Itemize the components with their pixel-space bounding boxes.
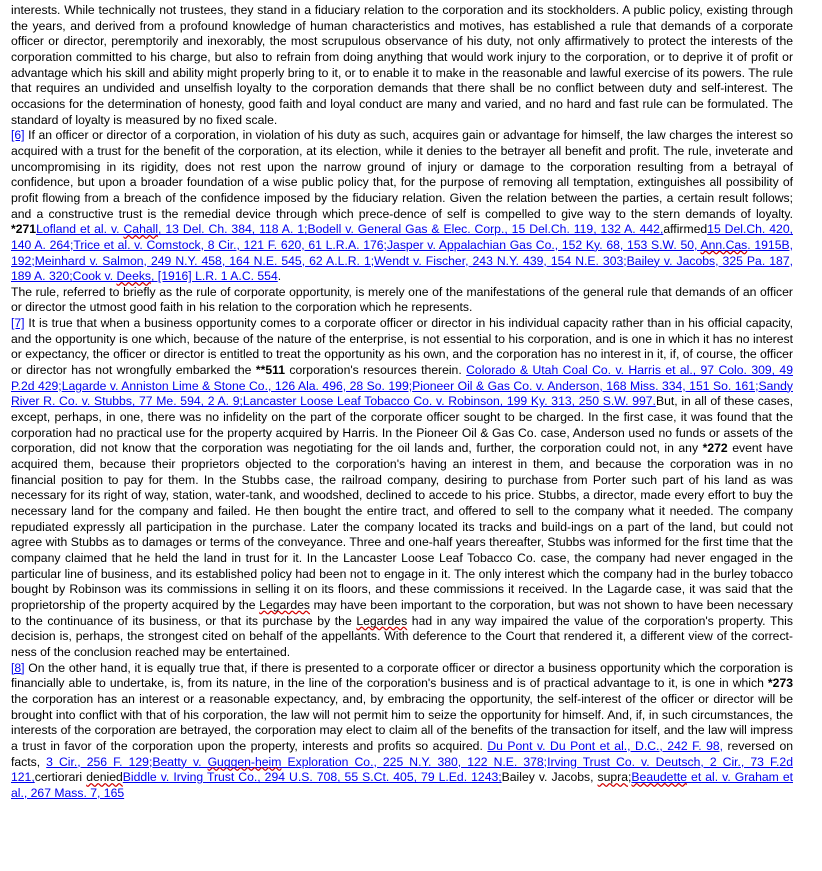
citation-beatty[interactable]: Beatty v. Guggen-heim Exploration Co., 225 N.Y. 380, 122 N.E. 378; — [152, 754, 548, 769]
footnote-marker-8[interactable]: [8] — [11, 660, 25, 675]
citation-du-pont-reversed[interactable]: 3 Cir., 256 F. 129; — [46, 754, 153, 769]
page-star-511: **511 — [255, 363, 285, 378]
spellcheck-word: Cahall — [123, 222, 159, 237]
citation-trice[interactable]: Trice et al. v. Comstock, 8 Cir., 121 F. 620, 61 L.R.A. 176; — [73, 237, 387, 252]
page-star-273: *273 — [767, 676, 793, 691]
paragraph-rule: The rule, referred to briefly as the rule of corporate opportunity, is merely one of the manifestations of the general rule that demands of an officer or director the utmost good faith in his relation to the corporation which he represents. — [11, 284, 793, 315]
footnote-marker-6[interactable]: [6] — [11, 128, 25, 143]
citation-bodell-affirmed[interactable]: 15 Del.Ch. 420, 140 A. 264; — [11, 222, 793, 252]
citation-lofland[interactable]: Lofland et al. v. Cahall, 13 Del. Ch. 384, 118 A. 1; — [36, 222, 308, 237]
spellcheck-word: denied — [86, 770, 123, 785]
citation-colorado-utah[interactable]: Colorado & Utah Coal Co. v. Harris et al., 97 Colo. 309, 49 P.2d 429; — [11, 363, 793, 393]
spellcheck-word: Legardes — [259, 597, 310, 612]
spellcheck-word: Ann.Cas — [700, 237, 748, 252]
citation-bodell[interactable]: Bodell v. General Gas & Elec. Corp., 15 Del.Ch. 119, 132 A. 442, — [307, 222, 664, 237]
citation-jasper[interactable]: Jasper v. Appalachian Gas Co., 152 Ky. 68, 153 S.W. 50, Ann.Cas. 1915B, 192; — [11, 237, 793, 268]
citation-meinhard[interactable]: Meinhard v. Salmon, 249 N.Y. 458, 164 N.E. 545, 62 A.L.R. 1; — [34, 253, 375, 268]
citation-bailey[interactable]: Bailey v. Jacobs, 325 Pa. 187, 189 A. 320; — [11, 253, 793, 284]
opinion-text — [11, 3, 793, 801]
citation-du-pont[interactable]: Du Pont v. Du Pont et al., D.C., 242 F. 98, — [487, 738, 724, 753]
citation-pioneer-oil[interactable]: Pioneer Oil & Gas Co. v. Anderson, 168 Miss. 334, 151 So. 161; — [412, 378, 759, 393]
paragraph-8: [8] On the other hand, it is equally true that, if there is presented to a corporate officer or director a business opportunity which the corporation is financially able to undertake, is, from its nature, in the line of the corporation's business and is of practical advantage to it, is one in which *273 the corporation has an interest or a reasonable expectancy, and, by embracing the opportunity, the self-interest of the officer or director will be brought into conflict with that of his corporation, the law will not permit him to seize the opportunity for himself. And, if, in such circumstances, the interests of the corporation are betrayed, the corporation may elect to claim all of the benefits of the transaction for itself, and the law will impress a trust in favor of the corporation upon the property, interests and profits so acquired. Du Pont v. Du Pont et al., D.C., 242 F. 98, reversed on facts, 3 Cir., 256 F. 129;Beatty v. Guggen-heim Exploration Co., 225 N.Y. 380, 122 N.E. 378;Irving Trust Co. v. Deutsch, 2 Cir., 73 F.2d 121,certiorari deniedBiddle v. Irving Trust Co., 294 U.S. 708, 55 S.Ct. 405, 79 L.Ed. 1243;Bailey v. Jacobs, supra;Beaudette et al. v. Graham et al., 267 Mass. 7, 165 — [11, 660, 793, 800]
spellcheck-word: Legardes — [356, 613, 408, 628]
paragraph-7: [7] It is true that when a business opportunity comes to a corporate officer or director in his individual capacity rather than in his official capacity, and the opportunity is one which, because of the nature of the enterprise, is not essential to his corporation, and is one in which it has no interest or expectancy, the officer or director is entitled to treat the opportunity as his own, and the corporation has no interest in it, if, of course, the officer or director has not wrongfully embarked the **511 corporation's resources therein. Colorado & Utah Coal Co. v. Harris et al., 97 Colo. 309, 49 P.2d 429;Lagarde v. Anniston Lime & Stone Co., 126 Ala. 496, 28 So. 199;Pioneer Oil & Gas Co. v. Anderson, 168 Miss. 334, 151 So. 161;Sandy River R. Co. v. Stubbs, 77 Me. 594, 2 A. 9;Lancaster Loose Leaf Tobacco Co. v. Robinson, 199 Ky. 313, 250 S.W. 997.But, in all of these cases, except, perhaps, in one, there was no infidelity on the part of the corporate officer sought to be charged. In the first case, it was found that the corporation had no practical use for the property acquired by Harris. In the Pioneer Oil & Gas Co. case, Anderson used no funds or assets of the corporation, did not know that the corporation was negotiating for the oil lands and, further, the corporation could not, in any *272 event have acquired them, because their proprietors objected to the corporation's having an interest in them, and because the corporation was in no financial position to pay for them. In the Stubbs case, the railroad company, desiring to purchase from Porter such part of his land as was necessary for its right of way, station, water-tank, and woodshed, declined to accede to his price. Stubbs, a director, made every effort to buy the necessary land for the company and failed. He then bought the entire tract, and offered to sell to the company what it needed. The company repudiated expressly all participation in the purchase. Later the company located its tracks and build-ings on a part of the land, but could not agree with Stubbs as to damages or terms of the conveyance. Three and one-half years thereafter, Stubbs was informed for the first time that the company claimed that he held the land in trust for it. In the Lancaster Loose Leaf Tobacco Co. case, the company had never engaged in the particular line of business, and its established policy had been not to engage in it. The only interest which the company had in the burley tobacco bought by Robinson was its commissions in selling it on its floors, and these commissions it received. In the Lagarde case, it was said that the proprietorship of the property acquired by the Legardes may have been important to the corporation, but was not shown to have been necessary to the continuance of its business, or that its purchase by the Legardes had in any way impaired the value of the corporation's property. This decision is, perhaps, the strongest cited on behalf of the appellants. With deference to the Court that rendered it, a different view of the correct-ness of the conclusion reached may be entertained. — [11, 316, 794, 659]
citation-beaudette[interactable]: Beaudette et al. v. Graham et al., 267 Mass. 7, 165 — [11, 770, 793, 800]
spellcheck-word: Beaudette — [631, 770, 687, 785]
page-star-271: *271 — [11, 222, 37, 237]
paragraph-1: interests. While technically not trustees, they stand in a fiduciary relation to the corporation and its stockholders. A public policy, existing through the years, and derived from a profound knowledge of human characteristics and motives, has established a rule that demands of a corporate officer or director, peremptorily and inexorably, the most scrupulous observance of his duty, not only affirmatively to protect the interests of the corporation committed to his charge, but also to refrain from doing anything that would work injury to the corporation, or to deprive it of profit or advantage which his skill and ability might properly bring to it, or to enable it to make in the reasonable and lawful exercise of its powers. The rule that requires an undivided and unselfish loyalty to the corporation demands that there shall be no conflict between duty and self-interest. The occasions for the determination of honesty, good faith and loyal conduct are many and varied, and no hard and fast rule can be formulated. The standard of loyalty is measured by no fixed scale. — [11, 3, 793, 127]
citation-lancaster[interactable]: Lancaster Loose Leaf Tobacco Co. v. Robinson, 199 Ky. 313, 250 S.W. 997. — [242, 394, 656, 409]
citation-wendt[interactable]: Wendt v. Fischer, 243 N.Y. 439, 154 N.E. 303; — [374, 253, 627, 268]
affirmed-text: affirmed — [663, 222, 708, 237]
paragraph-6-text: If an officer or director of a corporation, in violation of his duty as such, acquires gain or advantage for himself, the law charges the interest so acquired with a trust for the benefit of the corporation, at its election, while it denies to the betrayer all benefit and profit. The rule, inveterate and uncompromising in its rigidity, does not rest upon the narrow ground of injury or damage to the corporation resulting from a betrayal of confidence, but upon a broader foundation of a wise public policy that, for the purpose of removing all temptation, extinguishes all possibility of profit flowing from a breach of the confidence imposed by the fiduciary relation. Given the relation between the parties, a certain result follows; and a constructive trust is the remedial device through which prece-dence of self is compelled to give way to the stern demands of loyalty. — [11, 128, 793, 221]
citation-biddle[interactable]: Biddle v. Irving Trust Co., 294 U.S. 708, 55 S.Ct. 405, 79 L.Ed. 1243; — [122, 770, 502, 785]
spellcheck-word: supra — [597, 770, 629, 785]
citation-sandy-river[interactable]: Sandy River R. Co. v. Stubbs, 77 Me. 594, 2 A. 9; — [11, 378, 794, 409]
citation-lagarde[interactable]: Lagarde v. Anniston Lime & Stone Co., 126 Ala. 496, 28 So. 199; — [61, 378, 413, 393]
spellcheck-word: Deeks — [116, 269, 152, 284]
spellcheck-word: Guggen-heim — [207, 754, 282, 769]
citation-cook[interactable]: Cook v. Deeks, [1916] L.R. 1 A.C. 554 — [72, 269, 278, 284]
paragraph-6: [6] If an officer or director of a corporation, in violation of his duty as such, acquires gain or advantage for himself, the law charges the interest so acquired with a trust for the benefit of the corporation, at its election, while it denies to the betrayer all benefit and profit. The rule, inveterate and uncompromising in its rigidity, does not rest upon the narrow ground of injury or damage to the corporation resulting from a betrayal of confidence, but upon a broader foundation of a wise public policy that, for the purpose of removing all temptation, extinguishes all possibility of profit flowing from a breach of the confidence imposed by the fiduciary relation. Given the relation between the parties, a certain result follows; and a constructive trust is the remedial device through which prece-dence of self is compelled to give way to the stern demands of loyalty. *271Lofland et al. v. Cahall, 13 Del. Ch. 384, 118 A. 1;Bodell v. General Gas & Elec. Corp., 15 Del.Ch. 119, 132 A. 442,affirmed15 Del.Ch. 420, 140 A. 264;Trice et al. v. Comstock, 8 Cir., 121 F. 620, 61 L.R.A. 176;Jasper v. Appalachian Gas Co., 152 Ky. 68, 153 S.W. 50, Ann.Cas. 1915B, 192;Meinhard v. Salmon, 249 N.Y. 458, 164 N.E. 545, 62 A.L.R. 1;Wendt v. Fischer, 243 N.Y. 439, 154 N.E. 303;Bailey v. Jacobs, 325 Pa. 187, 189 A. 320;Cook v. Deeks, [1916] L.R. 1 A.C. 554. — [11, 128, 793, 284]
citation-irving-trust[interactable]: Irving Trust Co. v. Deutsch, 2 Cir., 73 F.2d 121, — [11, 754, 793, 785]
page-star-272: *272 — [702, 441, 728, 456]
footnote-marker-7[interactable]: [7] — [11, 316, 25, 331]
